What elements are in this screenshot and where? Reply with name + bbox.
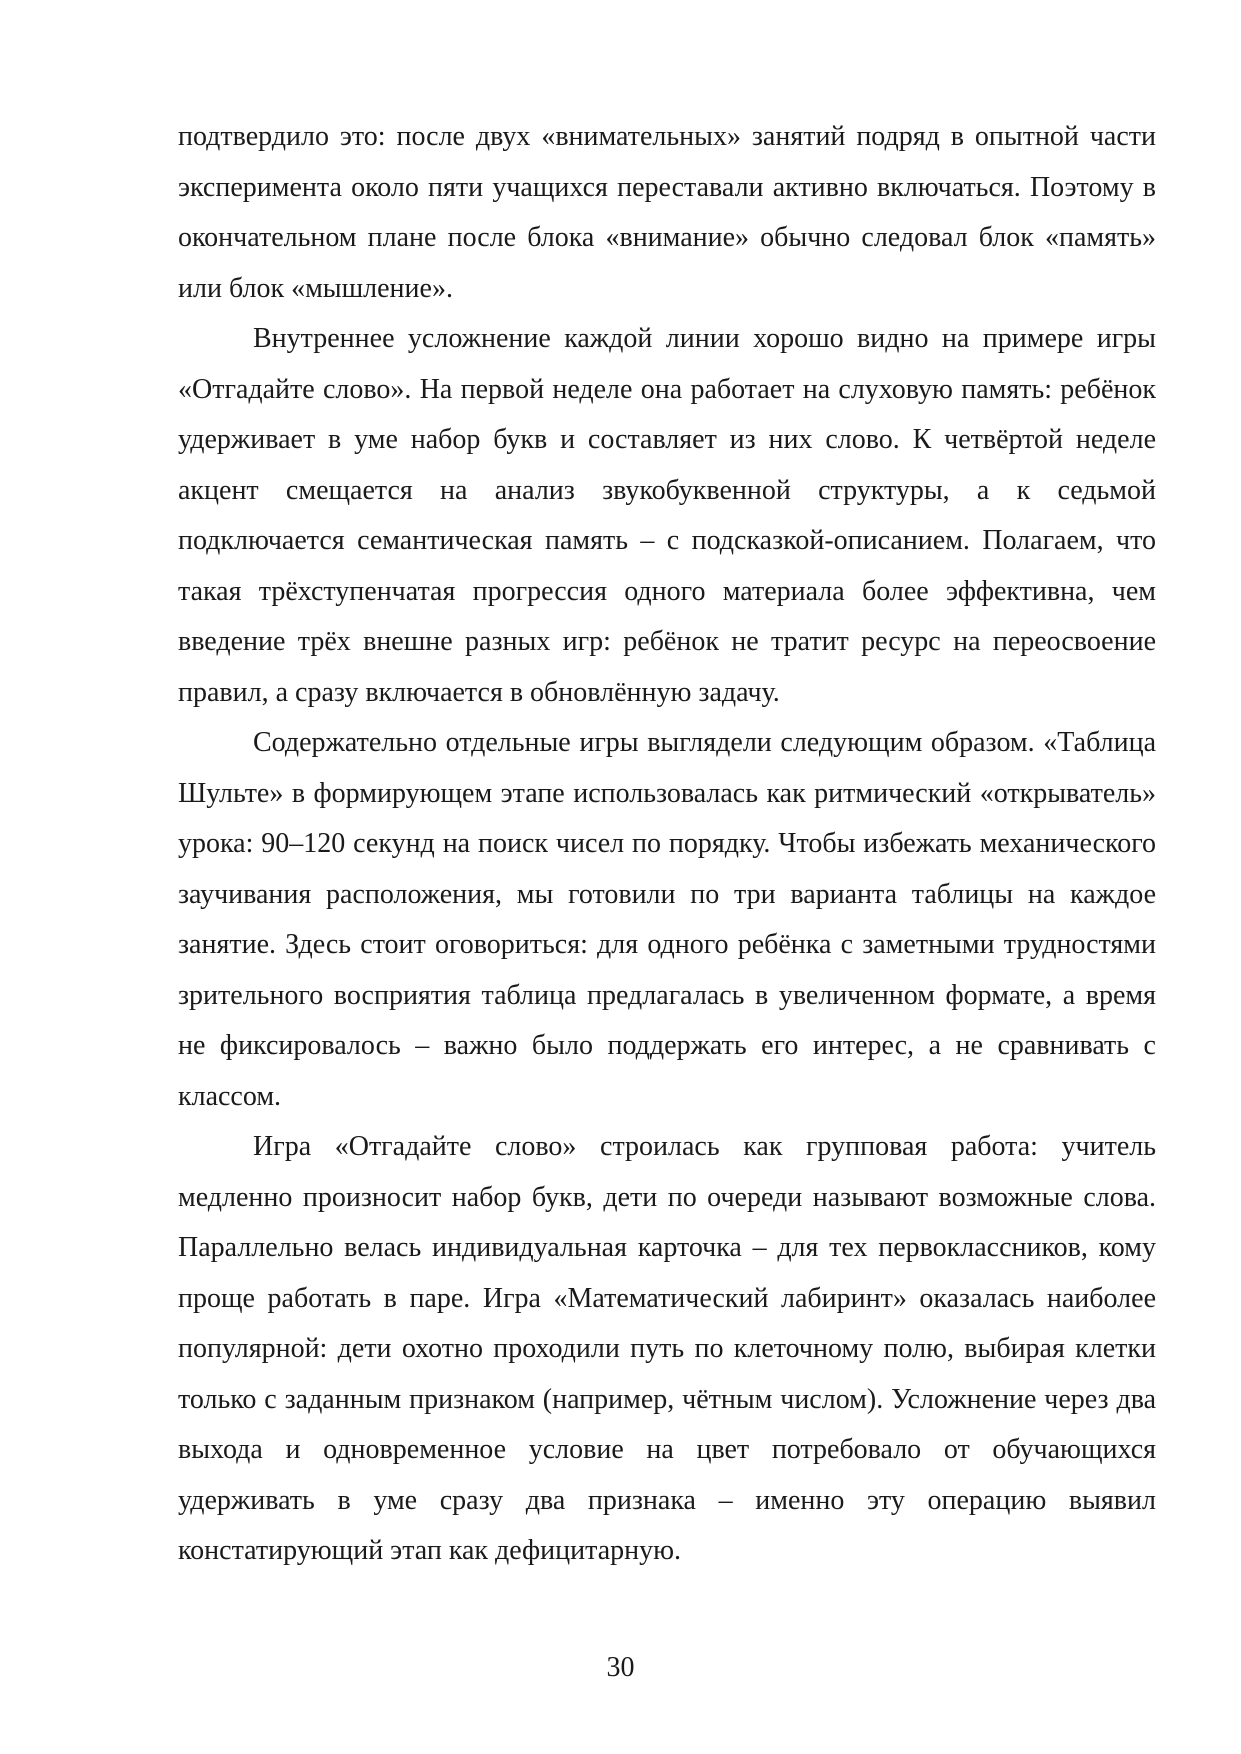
page-number: 30 xyxy=(606,1652,635,1683)
paragraph: Содержательно отдельные игры выглядели следующим образом. «Таблица Шульте» в формирующем этапе использовалась как ритмический «открыватель» урока: 90–120 секунд на поиск чисел по порядку. Чтобы избежать механического заучивания расположения, мы готовили по три варианта таблицы на каждое занятие. Здесь стоит оговориться: для одного ребёнка с заметными трудностями зрительного восприятия таблица предлагалась в увеличенном формате, а время не фиксировалось – важно было поддержать его интерес, а не сравнивать с классом. xyxy=(178,727,1156,1112)
body-text xyxy=(178,112,1156,1577)
paragraph: Игра «Отгадайте слово» строилась как групповая работа: учитель медленно произносит набор букв, дети по очереди называют возможные слова. Параллельно велась индивидуальная карточка – для тех первоклассников, кому проще работать в паре. Игра «Математический лабиринт» оказалась наиболее популярной: дети охотно проходили путь по клеточному полю, выбирая клетки только с заданным признаком (например, чётным числом). Усложнение через два выхода и одновременное условие на цвет потребовало от обучающихся удерживать в уме сразу два признака – именно эту операцию выявил констатирующий этап как дефицитарную. xyxy=(178,1131,1156,1566)
paragraph-continuation: подтвердило это: после двух «внимательных» занятий подряд в опытной части эксперимента около пяти учащихся переставали активно включаться. Поэтому в окончательном плане после блока «внимание» обычно следовал блок «память» или блок «мышление». xyxy=(178,121,1156,304)
paragraph: Внутреннее усложнение каждой линии хорошо видно на примере игры «Отгадайте слово». На первой неделе она работает на слуховую память: ребёнок удерживает в уме набор букв и составляет из них слово. К четвёртой неделе акцент смещается на анализ звукобуквенной структуры, а к седьмой подключается семантическая память – с подсказкой-описанием. Полагаем, что такая трёхступенчатая прогрессия одного материала более эффективна, чем введение трёх внешне разных игр: ребёнок не тратит ресурс на переосвоение правил, а сразу включается в обновлённую задачу. xyxy=(178,323,1156,708)
